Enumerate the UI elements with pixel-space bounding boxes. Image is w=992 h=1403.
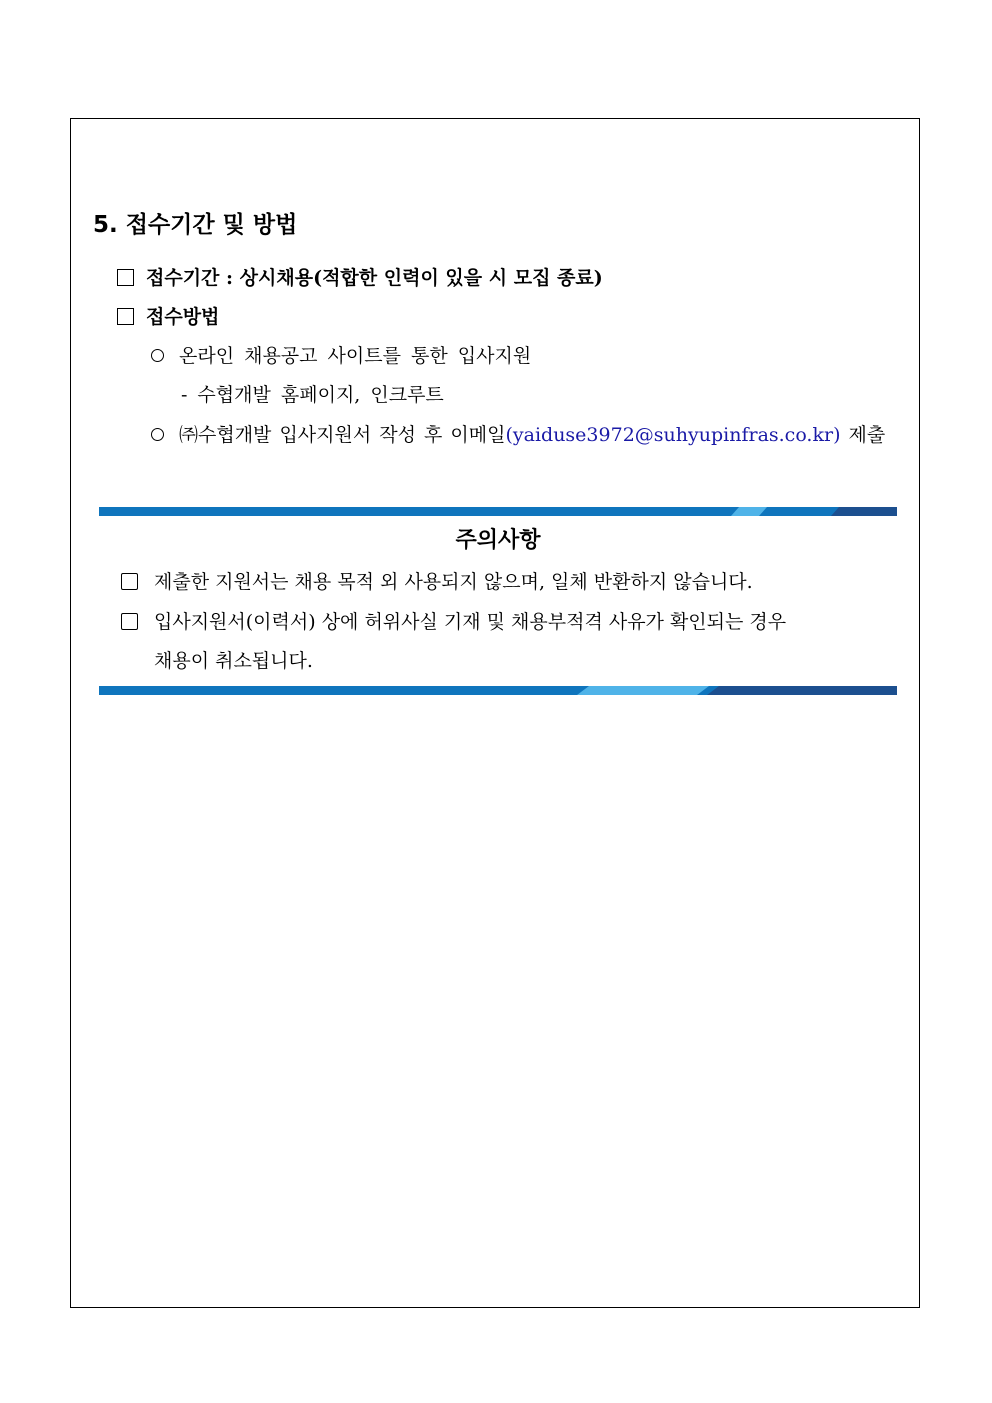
- notice-item: [121, 608, 786, 636]
- method-label: 접수방법: [146, 306, 220, 328]
- section-title: 5. 접수기간 및 방법: [93, 212, 298, 238]
- checkbox-icon: [117, 308, 134, 325]
- checkbox-icon: [121, 573, 138, 590]
- notice-item-text: 채용이 취소됩니다.: [154, 650, 313, 672]
- notice-bottom-band: [99, 686, 897, 695]
- notice-item: [121, 568, 753, 596]
- method-subitem: [181, 381, 444, 409]
- method-item-email: [151, 421, 885, 449]
- method-item-text: ㈜수협개발 입사지원서 작성 후 이메일: [179, 424, 506, 446]
- dash-marker: -: [181, 384, 188, 406]
- method-item-text-after: 제출: [848, 424, 886, 446]
- method-subitem-text: 수협개발 홈페이지, 인크루트: [197, 384, 444, 406]
- email-link[interactable]: (yaiduse3972@suhyupinfras.co.kr): [505, 424, 841, 446]
- period-row: [117, 264, 603, 292]
- notice-item-continuation: [154, 647, 313, 675]
- circle-bullet-icon: [151, 349, 164, 362]
- notice-item-text: 제출한 지원서는 채용 목적 외 사용되지 않으며, 일체 반환하지 않습니다.: [154, 571, 753, 593]
- checkbox-icon: [121, 613, 138, 630]
- checkbox-icon: [117, 269, 134, 286]
- period-label: 접수기간 :: [146, 267, 234, 289]
- method-item-text: 온라인 채용공고 사이트를 통한 입사지원: [179, 345, 532, 367]
- page-border: [70, 118, 920, 1308]
- period-value: 상시채용(적합한 인력이 있을 시 모집 종료): [239, 267, 603, 289]
- method-item-online: [151, 342, 531, 370]
- circle-bullet-icon: [151, 428, 164, 441]
- method-row: [117, 303, 219, 331]
- notice-title: 주의사항: [455, 528, 541, 553]
- notice-item-text: 입사지원서(이력서) 상에 허위사실 기재 및 채용부적격 사유가 확인되는 경우: [154, 611, 787, 633]
- notice-top-band: [99, 507, 897, 516]
